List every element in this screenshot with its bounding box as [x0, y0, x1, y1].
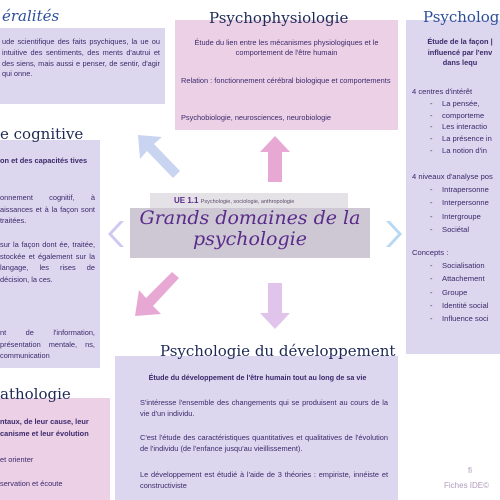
- sociale-niveau-item: - Sociétal: [426, 223, 500, 236]
- sociale-concept-item: - Influence soci: [426, 312, 500, 325]
- psychophysiologie-fields: Psychobiologie, neurosciences, neurobiologie: [181, 113, 331, 122]
- pathologie-l2: servation et écoute: [0, 479, 63, 488]
- sociale-niveau-item: - Interpersonne: [426, 196, 500, 209]
- center-tag-sub: Psychologie, sociologie, anthropologie: [200, 199, 295, 205]
- center-tag: [174, 196, 344, 205]
- sociale-title: Psycholog: [423, 8, 500, 26]
- developpement-intro: Étude du développement de l'être humain tout au long de sa vie: [148, 373, 367, 382]
- arrow-down-icon: [260, 283, 290, 329]
- arrow-upleft-icon: [138, 135, 182, 179]
- developpement-title: Psychologie du développement: [160, 342, 396, 360]
- footer-line1: fi: [468, 466, 472, 475]
- sociale-concept-item: - Attachement: [426, 272, 500, 285]
- sociale-concept-item: - Socialisation: [426, 259, 500, 272]
- cognitive-p1: onnement cognitif, à aissances et à la façon sont traitées.: [0, 193, 95, 226]
- cognitive-p3: nt de l'information, présentation mentale, ns, communication: [0, 328, 95, 361]
- cognitive-title: e cognitive: [0, 125, 84, 143]
- cognitive-intro: on et des capacités tives: [0, 156, 88, 165]
- center-title-line2: psychologie: [193, 228, 307, 250]
- center-title: [120, 208, 380, 250]
- sociale-centre-item: - La notion d'in: [426, 145, 500, 157]
- arrow-right-icon: [384, 221, 402, 247]
- arrow-downleft-icon: [135, 272, 181, 318]
- pathologie-title: athologie: [0, 385, 71, 403]
- sociale-centre-item: - La présence in: [426, 133, 500, 145]
- cognitive-p2: sur la façon dont ée, traitée, stockée et également sur la langage, les rises de décision, la ces.: [0, 240, 95, 284]
- sociale-centres-heading: 4 centres d'intérêt: [412, 87, 473, 96]
- footer-line2: Fiches IDE©: [444, 481, 490, 490]
- center-tag-code: UE 1.1: [174, 196, 199, 205]
- sociale-concept-item: - Groupe: [426, 286, 500, 299]
- developpement-p2: C'est l'étude des caractéristiques quantitatives et qualitatives de l'évolution de l'individu (de l'enfance jusqu'au vieillissement).: [140, 433, 388, 453]
- psychophysiologie-title: Psychophysiologie: [209, 9, 349, 27]
- center-title-line1: Grands domaines de la: [139, 207, 361, 229]
- sociale-concepts: [412, 246, 500, 325]
- sociale-niveaux-heading: 4 niveaux d'analyse pos: [412, 172, 493, 181]
- sociale-intro: [420, 37, 500, 69]
- sociale-concepts-heading: Concepts :: [412, 248, 449, 257]
- sociale-centres: [412, 86, 500, 157]
- pathologie-l1: et orienter: [0, 455, 34, 464]
- sociale-centre-item: - La pensée,: [426, 98, 500, 110]
- sociale-intro-text: Étude de la façon | influencé par l'env dans lequ: [427, 37, 493, 67]
- generalites-title: éralités: [2, 7, 60, 25]
- psychophysiologie-relation: Relation : fonctionnement cérébral biologique et comportements: [181, 76, 391, 85]
- sociale-centre-item: - comporteme: [426, 110, 500, 122]
- generalites-text: ude scientifique des faits psychiques, la ue ou intuitive des sentiments, des ments d'autrui et des siens, mais aussi e penser, de sentir, d'agir qui onne.: [2, 37, 160, 79]
- sociale-niveaux: [412, 170, 500, 236]
- sociale-niveau-item: - Intrapersonne: [426, 183, 500, 196]
- sociale-centre-item: - Les interactio: [426, 121, 500, 133]
- arrow-left-icon: [108, 221, 126, 247]
- pathologie-intro: ntaux, de leur cause, leur canisme et leur évolution: [0, 417, 89, 438]
- developpement-p3: Le développement est étudié à l'aide de 3 théories : empiriste, innéiste et constructiviste: [140, 470, 388, 491]
- arrow-up-icon: [260, 136, 290, 182]
- psychophysiologie-intro: Étude du lien entre les mécanismes physiologiques et le comportement de l'être humain: [194, 38, 379, 57]
- sociale-concept-item: - Identité social: [426, 299, 500, 312]
- developpement-p1: S'intéresse l'ensemble des changements qui se produisent au cours de la vie d'un individu.: [140, 398, 388, 418]
- sociale-niveau-item: - Intergroupe: [426, 210, 500, 223]
